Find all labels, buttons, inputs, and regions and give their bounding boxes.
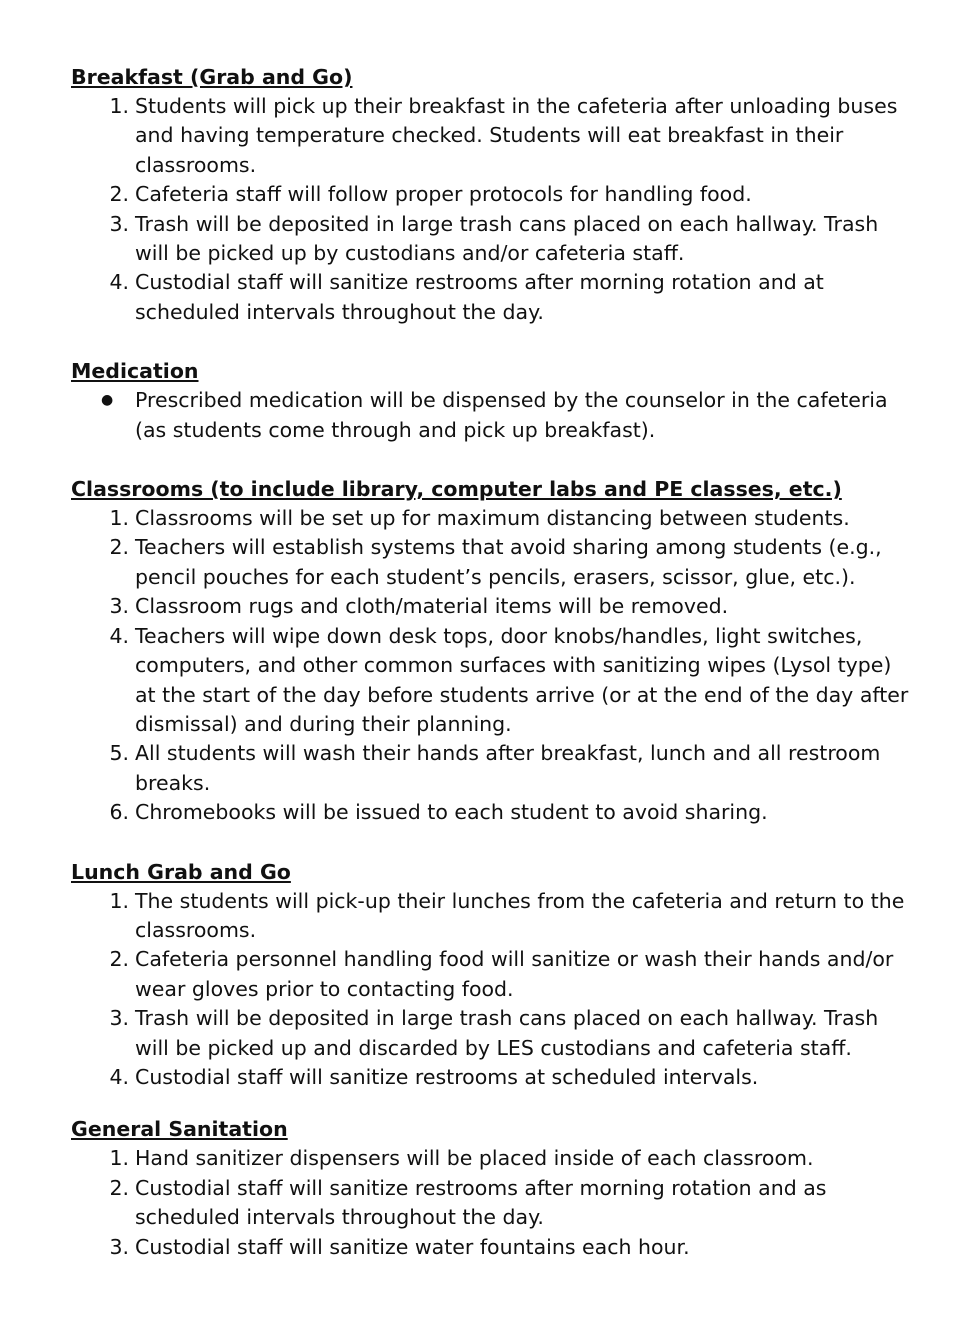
list-item <box>71 887 911 946</box>
list-marker: 2. <box>109 182 129 207</box>
list-item-text: The students will pick-up their lunches from the cafeteria and return to the classrooms. <box>135 888 905 942</box>
numbered-list <box>71 504 911 827</box>
section-spacer <box>71 1092 911 1114</box>
list-item <box>71 1144 911 1173</box>
section-classrooms <box>71 474 911 827</box>
list-item <box>71 268 911 327</box>
list-marker: 2. <box>109 947 129 972</box>
list-item-text: Teachers will establish systems that avoid sharing among students (e.g., pencil pouches for each student’s pencils, erasers, scissor, glue, etc.). <box>135 535 882 589</box>
bullet-list <box>71 386 911 445</box>
list-item-text: Hand sanitizer dispensers will be placed inside of each classroom. <box>135 1146 814 1171</box>
list-item <box>71 210 911 269</box>
list-marker: 3. <box>109 594 129 619</box>
list-marker: 1. <box>109 888 129 913</box>
numbered-list <box>71 1144 911 1262</box>
list-item-text: All students will wash their hands after breakfast, lunch and all restroom breaks. <box>135 741 881 795</box>
list-marker: 3. <box>109 1006 129 1031</box>
list-item-text: Teachers will wipe down desk tops, door knobs/handles, light switches, computers, and other common surfaces with sanitizing wipes (Lysol type) at the start of the day before students arrive (or at the end of the day after dismissal) and during their planning. <box>135 623 909 736</box>
list-item <box>71 386 911 445</box>
list-item-text: Classroom rugs and cloth/material items will be removed. <box>135 594 729 619</box>
numbered-list <box>71 887 911 1093</box>
list-item-text: Prescribed medication will be dispensed by the counselor in the cafeteria (as students come through and pick up breakfast). <box>135 388 888 442</box>
list-marker: 6. <box>109 800 129 825</box>
section-spacer <box>71 327 911 356</box>
list-item <box>71 1004 911 1063</box>
section-heading: Classrooms (to include library, computer labs and PE classes, etc.) <box>71 477 842 502</box>
section-spacer <box>71 445 911 474</box>
list-item-text: Classrooms will be set up for maximum distancing between students. <box>135 506 850 531</box>
list-item <box>71 533 911 592</box>
section-heading: Breakfast (Grab and Go) <box>71 65 353 89</box>
list-item <box>71 180 911 209</box>
section-heading: Lunch Grab and Go <box>71 859 291 884</box>
list-item <box>71 92 911 180</box>
list-marker: 4. <box>109 623 129 648</box>
list-item <box>71 1233 911 1262</box>
list-marker: 2. <box>109 1175 129 1200</box>
section-general-sanitation <box>71 1114 911 1262</box>
list-item <box>71 1063 911 1092</box>
list-marker: 1. <box>109 506 129 531</box>
document-page <box>71 62 911 1262</box>
list-item-text: Cafeteria staff will follow proper protocols for handling food. <box>135 182 752 207</box>
list-marker: 5. <box>109 741 129 766</box>
list-item-text: Students will pick up their breakfast in the cafeteria after unloading buses and having temperature checked. Students will eat breakfast in their classrooms. <box>135 94 898 177</box>
section-lunch <box>71 857 911 1093</box>
list-item <box>71 622 911 740</box>
list-marker: 1. <box>109 1146 129 1171</box>
list-marker: 3. <box>109 211 129 236</box>
numbered-list <box>71 92 911 327</box>
list-item-text: Cafeteria personnel handling food will sanitize or wash their hands and/or wear gloves prior to contacting food. <box>135 947 894 1001</box>
list-item <box>71 592 911 621</box>
list-item-text: Custodial staff will sanitize restrooms at scheduled intervals. <box>135 1064 759 1089</box>
bullet-icon: ● <box>101 392 114 409</box>
list-marker: 4. <box>109 1064 129 1089</box>
section-heading: Medication <box>71 359 199 384</box>
list-item <box>71 798 911 827</box>
list-item-text: Custodial staff will sanitize restrooms after morning rotation and at scheduled intervals throughout the day. <box>135 270 824 324</box>
list-item-text: Trash will be deposited in large trash cans placed on each hallway. Trash will be picked up by custodians and/or cafeteria staff. <box>135 211 879 266</box>
list-item <box>71 945 911 1004</box>
list-item-text: Custodial staff will sanitize restrooms after morning rotation and as scheduled intervals throughout the day. <box>135 1175 827 1230</box>
list-item-text: Chromebooks will be issued to each student to avoid sharing. <box>135 800 768 825</box>
section-heading: General Sanitation <box>71 1117 288 1142</box>
list-marker: 4. <box>109 270 129 295</box>
list-item-text: Trash will be deposited in large trash cans placed on each hallway. Trash will be picked up and discarded by LES custodians and cafeteria staff. <box>135 1006 879 1060</box>
list-marker: 3. <box>109 1234 129 1259</box>
list-item <box>71 739 911 798</box>
section-breakfast <box>71 62 911 327</box>
section-medication <box>71 356 911 445</box>
list-item-text: Custodial staff will sanitize water fountains each hour. <box>135 1234 690 1259</box>
list-item <box>71 1174 911 1233</box>
list-item <box>71 504 911 533</box>
section-spacer <box>71 828 911 857</box>
list-marker: 2. <box>109 535 129 560</box>
list-marker: 1. <box>109 94 129 118</box>
